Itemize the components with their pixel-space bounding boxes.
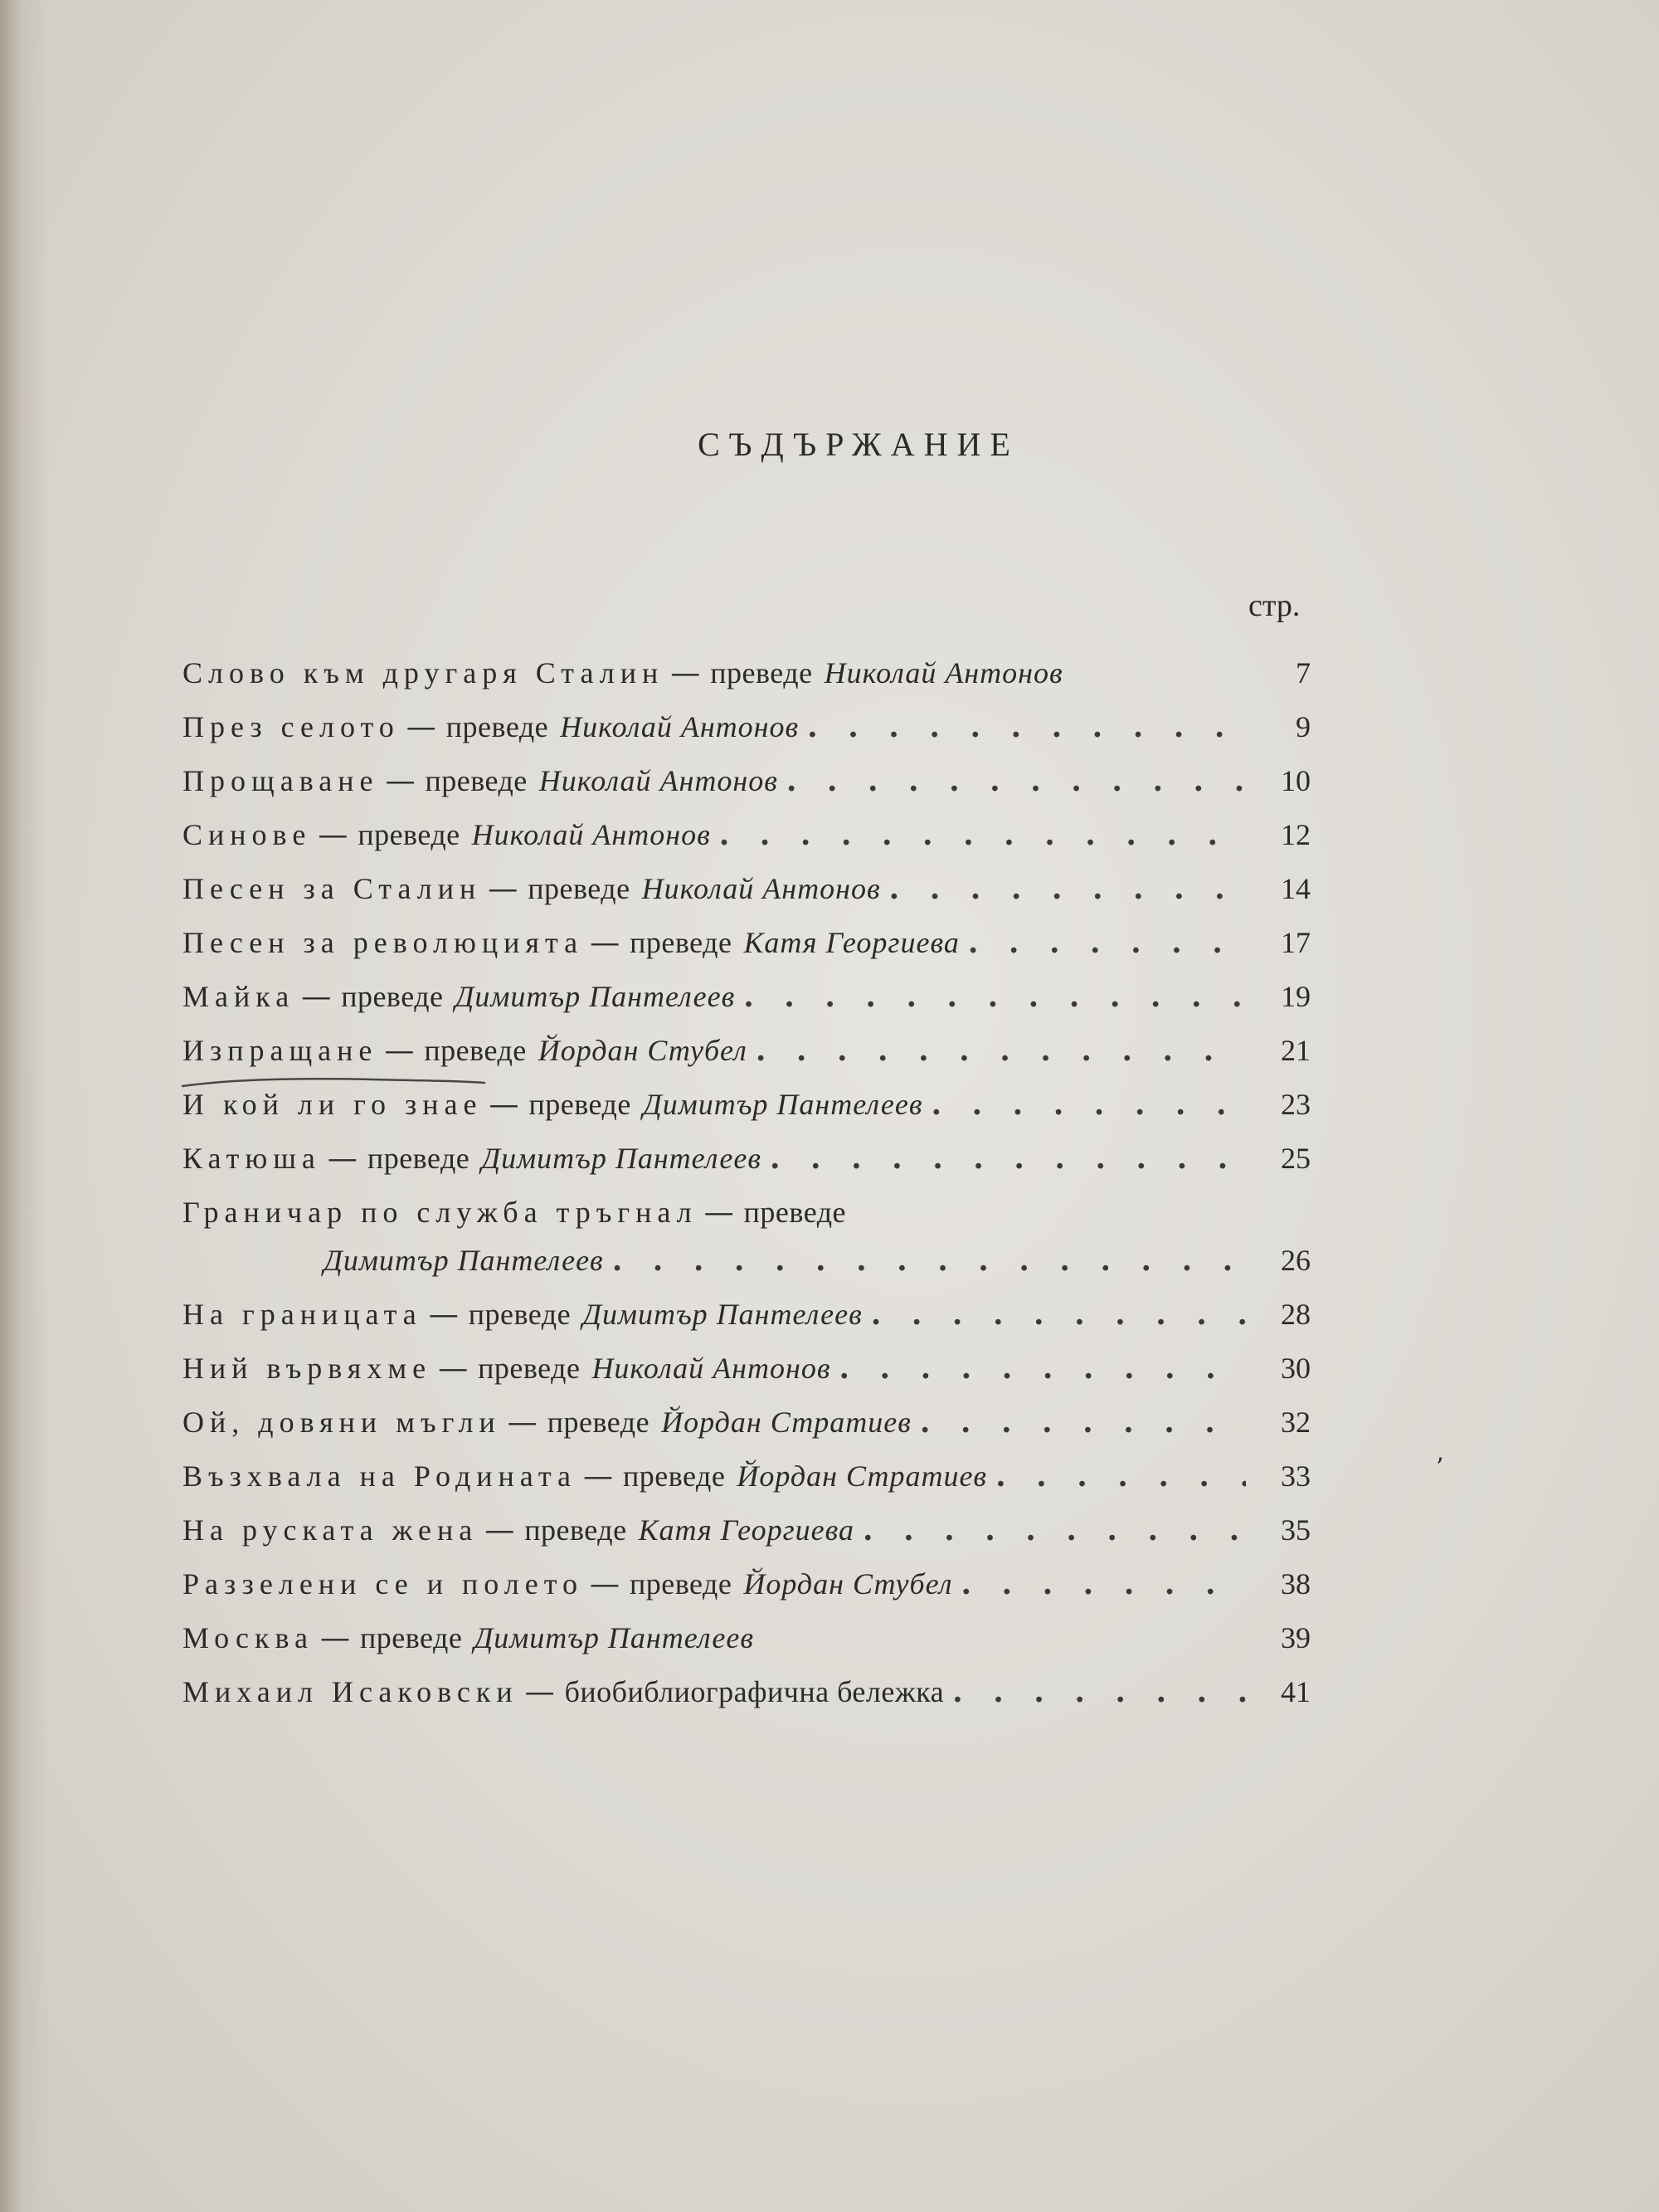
entry-dash: — (703, 1196, 734, 1230)
entry-translator: Катя Георгиева (638, 1513, 854, 1547)
entry-dash: — (590, 1567, 620, 1601)
entry-translated-by: преведе (341, 980, 444, 1013)
entry-leader-dots (889, 871, 1246, 906)
toc-entry (182, 1351, 1311, 1401)
entry-page: 30 (1281, 1352, 1311, 1385)
entry-page: 28 (1281, 1298, 1311, 1331)
entry-translator: Николай Антонов (641, 872, 881, 905)
entry-page: 7 (1296, 656, 1311, 689)
entry-title: Изпращане (182, 1034, 378, 1067)
entry-leader-dots (932, 1087, 1247, 1122)
entry-title: Песен за революцията (182, 926, 584, 959)
entry-dash: — (488, 872, 518, 906)
entry-translated-by: преведе (623, 1459, 726, 1493)
entry-title: На границата (182, 1298, 422, 1331)
entry-translated-by: преведе (524, 1513, 627, 1547)
entry-title: Катюша (182, 1142, 321, 1175)
toc-entry (182, 1674, 1311, 1724)
entry-dash: — (327, 1142, 358, 1176)
entry-dash: — (438, 1352, 469, 1386)
page-column-label: стр. (1248, 588, 1301, 623)
page-title: СЪДЪРЖАНИЕ (698, 426, 1019, 463)
entry-leader-dots (807, 709, 1246, 744)
entry-leader-dots (995, 1459, 1246, 1493)
entry-title: Граничар по служба тръгнал (182, 1196, 698, 1229)
entry-translator: Йордан Стубел (743, 1567, 953, 1601)
entry-title: Възхвала на Родината (182, 1459, 577, 1493)
entry-title: Майка (182, 980, 295, 1013)
entry-translator: Йордан Стратиев (737, 1459, 988, 1493)
entry-leader-dots (863, 1513, 1246, 1547)
toc-entry (182, 925, 1311, 975)
toc-entry (182, 709, 1311, 759)
entry-page: 26 (1281, 1244, 1311, 1277)
toc-entry-second-line (182, 1243, 1311, 1293)
pencil-underline-mark (181, 1074, 488, 1093)
toc-entry (182, 763, 1311, 813)
entry-translator: Димитър Пантелеев (582, 1298, 863, 1331)
entry-dash: — (489, 1088, 519, 1122)
entry-translator: Николай Антонов (471, 818, 711, 851)
entry-title: И кой ли го знае (182, 1088, 483, 1121)
entry-translated-by: преведе (743, 1196, 846, 1229)
entry-translator: Димитър Пантелеев (455, 980, 736, 1013)
entry-page: 19 (1281, 980, 1311, 1013)
toc-entry (182, 1405, 1311, 1454)
entry-title: Михаил Исаковски (182, 1675, 518, 1708)
entry-dash: — (590, 926, 620, 960)
entry-translated-by: преведе (528, 1088, 631, 1121)
toc-entry (182, 1297, 1311, 1347)
entry-dash: — (385, 764, 416, 798)
entry-title: През селото (182, 710, 400, 743)
entry-translated-by: преведе (425, 764, 528, 797)
entry-translator: Йордан Стубел (538, 1034, 747, 1067)
stray-ink-mark: ʼ (1435, 1454, 1443, 1483)
entry-translated-by: преведе (468, 1298, 572, 1331)
entry-translator: Николай Антонов (538, 764, 778, 797)
toc-entry (182, 1566, 1311, 1616)
entry-translated-by: преведе (547, 1406, 650, 1439)
entry-translated-by: преведе (367, 1142, 470, 1175)
entry-page: 21 (1281, 1034, 1311, 1067)
entry-page: 33 (1281, 1459, 1311, 1493)
entry-page: 14 (1281, 872, 1311, 905)
entry-translated-by: преведе (359, 1621, 463, 1654)
toc-entry (182, 1513, 1311, 1562)
entry-page: 9 (1296, 710, 1311, 743)
entry-leader-dots (871, 1297, 1246, 1332)
entry-dash: — (318, 818, 348, 852)
entry-translator: Николай Антонов (824, 656, 1063, 689)
entry-dash: — (301, 980, 332, 1014)
entry-translated-by: преведе (528, 872, 630, 905)
entry-translator: Николай Антонов (560, 710, 800, 743)
entry-translator: Димитър Пантелеев (474, 1621, 755, 1654)
toc-entry (182, 1087, 1311, 1137)
toc-entry (182, 871, 1311, 921)
entry-leader-dots (612, 1243, 1246, 1278)
entry-page: 41 (1281, 1675, 1311, 1708)
entry-translated-by: преведе (358, 818, 460, 851)
entry-leader-dots (719, 817, 1246, 852)
entry-title: На руската жена (182, 1513, 479, 1547)
toc-entry-first-line (182, 1195, 1311, 1245)
entry-page: 12 (1281, 818, 1311, 851)
entry-page: 10 (1281, 764, 1311, 797)
toc-entry (182, 979, 1311, 1029)
entry-title: Ой, довяни мъгли (182, 1406, 501, 1439)
entry-page: 38 (1281, 1567, 1311, 1601)
entry-leader-dots (961, 1566, 1246, 1601)
entry-translator: Катя Георгиева (743, 926, 960, 959)
entry-translated-by: преведе (710, 656, 813, 689)
entry-leader-dots (920, 1405, 1246, 1440)
entry-leader-dots (756, 1033, 1246, 1068)
entry-dash: — (670, 656, 701, 690)
entry-title: Москва (182, 1621, 314, 1654)
entry-title: Прощаване (182, 764, 379, 797)
entry-dash: — (406, 710, 436, 744)
entry-dash: — (319, 1621, 350, 1655)
entry-translated-by: преведе (478, 1352, 581, 1385)
entry-translated-by: преведе (445, 710, 549, 743)
entry-page: 35 (1281, 1513, 1311, 1547)
toc-entry (182, 1459, 1311, 1508)
entry-title: Синове (182, 818, 312, 851)
entry-leader-dots (952, 1674, 1246, 1709)
entry-translator: Николай Антонов (591, 1352, 831, 1385)
entry-page: 32 (1281, 1406, 1311, 1439)
entry-page: 17 (1281, 926, 1311, 959)
entry-translated-by: преведе (630, 1567, 732, 1601)
entry-title: Ний вървяхме (182, 1352, 432, 1385)
entry-translator: Димитър Пантелеев (324, 1244, 604, 1277)
entry-dash: — (384, 1034, 415, 1068)
entry-leader-dots (839, 1351, 1246, 1386)
entry-leader-dots (968, 925, 1246, 960)
entry-translator: Димитър Пантелеев (481, 1142, 761, 1175)
entry-note: биобиблиографична бележка (564, 1675, 945, 1708)
entry-translator: Димитър Пантелеев (642, 1088, 923, 1121)
toc-entry (182, 655, 1311, 705)
entry-translated-by: преведе (630, 926, 732, 959)
entry-translated-by: преведе (424, 1034, 527, 1067)
entry-dash: — (428, 1298, 459, 1332)
entry-title: Песен за Сталин (182, 872, 482, 905)
entry-leader-dots (786, 763, 1246, 798)
entry-page: 39 (1281, 1621, 1311, 1654)
entry-leader-dots (743, 979, 1246, 1014)
page-spine-shadow (0, 0, 50, 2212)
entry-translator: Йордан Стратиев (661, 1406, 912, 1439)
entry-title: Раззелени се и полето (182, 1567, 583, 1601)
toc-entry (182, 1141, 1311, 1191)
toc-entry (182, 1620, 1311, 1670)
entry-page: 25 (1281, 1142, 1311, 1175)
entry-dash: — (583, 1459, 613, 1493)
entry-dash: — (524, 1675, 555, 1709)
entry-page: 23 (1281, 1088, 1311, 1121)
entry-dash: — (507, 1406, 538, 1440)
entry-dash: — (484, 1513, 515, 1547)
entry-title: Слово към другаря Сталин (182, 656, 664, 689)
toc-entry (182, 817, 1311, 867)
entry-leader-dots (770, 1141, 1246, 1176)
